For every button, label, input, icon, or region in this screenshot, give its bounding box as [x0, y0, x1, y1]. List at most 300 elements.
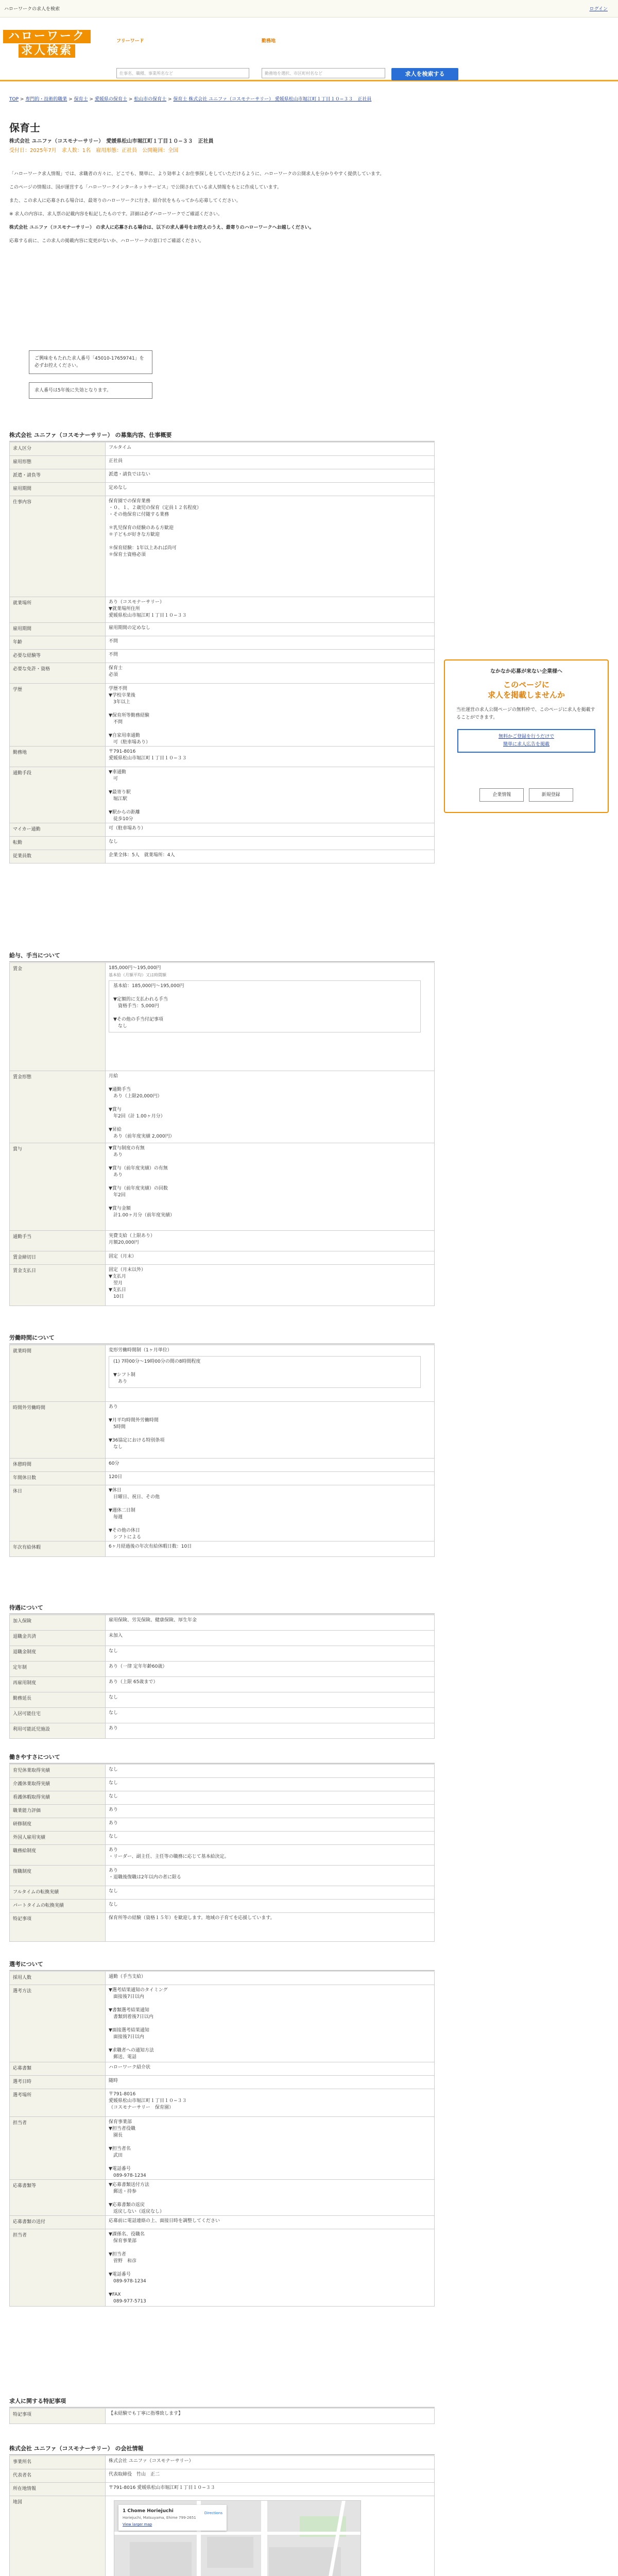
breadcrumb-item[interactable]: TOP — [9, 97, 19, 102]
row-value-text: 固定（月末以外） ▼支払月 翌月 ▼支払日 10日 — [109, 1267, 146, 1299]
overview-row — [10, 850, 435, 863]
row-value — [106, 1231, 435, 1251]
row-value-text: 固定（月末） — [109, 1254, 137, 1259]
row-value-text: 保育士 必須 — [109, 666, 123, 677]
row-label: 賃金 — [10, 963, 106, 1071]
row-value — [106, 597, 435, 623]
row-value-text: ▼車通勤 可 ▼最寄り駅 堀江駅 ▼駅からの距離 徒歩10分 — [109, 770, 140, 822]
overview-row — [10, 636, 435, 650]
row-value-text: 保育園での保育業務 ・０、１、２歳児の保育（定員１２名程度） ・その他保育に付随する業務 ＊乳児保育の経験のある方歓迎 ＊子どもが好きな方歓迎 ＊保育経験：1年以上あれば尚可 ＊保育士資格必須 — [109, 499, 202, 557]
hours-row — [10, 1485, 435, 1541]
row-value — [106, 850, 435, 863]
selection-table — [9, 1971, 435, 2307]
row-label: 職務給制度 — [10, 1845, 106, 1866]
row-value-text: なし — [109, 1834, 118, 1839]
row-value — [106, 2496, 435, 2576]
row-value — [106, 1818, 435, 1832]
section-title-benefits: 待遇について — [9, 1603, 435, 1614]
row-label: 介護休業取得実績 — [10, 1778, 106, 1791]
salary-row — [10, 1231, 435, 1251]
page-title: 保育士 — [9, 122, 40, 134]
row-value — [106, 636, 435, 650]
top-bar — [0, 0, 618, 18]
row-value-text: 実費支給（上限あり） 月額20,000円 — [109, 1233, 156, 1245]
row-label: 応募書類 — [10, 2062, 106, 2076]
row-label: 採用人数 — [10, 1972, 106, 1985]
row-label: 事業所名 — [10, 2456, 106, 2469]
row-label: 勤務延長 — [10, 1692, 106, 1708]
row-label: 退職金制度 — [10, 1646, 106, 1662]
row-label: 外国人雇用実績 — [10, 1832, 106, 1845]
row-value-text: フルタイム — [109, 445, 132, 450]
row-value — [106, 663, 435, 684]
row-value-text: あり（上限 65歳まで） — [109, 1680, 158, 1685]
row-label: 所在地情報 — [10, 2483, 106, 2496]
row-value-text: なし — [109, 1767, 118, 1772]
benefits-row — [10, 1662, 435, 1677]
hours-row — [10, 1345, 435, 1402]
row-value — [106, 496, 435, 597]
row-value — [106, 1692, 435, 1708]
row-value-text: なし — [109, 1710, 118, 1716]
row-label: 就業場所 — [10, 597, 106, 623]
row-value — [106, 1472, 435, 1485]
company-row — [10, 2456, 435, 2469]
row-value-text: 変形労働時間制（1ヶ月単位） — [109, 1348, 172, 1353]
workstyle-row — [10, 1900, 435, 1913]
row-value — [106, 2076, 435, 2089]
row-value-text: あり（一律 定年年齢60歳） — [109, 1664, 167, 1669]
row-label: 雇用期間 — [10, 483, 106, 496]
overview-row — [10, 469, 435, 483]
company-row — [10, 2469, 435, 2483]
breadcrumb: TOP > 専門的・技術的職業 > 保育士 > 愛媛県の保育士 > 松山市の保育士 > 保育士 株式会社 ユニファ（コスモナーサリー） 愛媛県松山市堀江町１丁目１０−３３ 正社員 — [9, 97, 372, 102]
intro-paragraph: 株式会社 ユニファ（コスモナーサリー） の求人に応募される場合は、以下の求人番号をお控えのうえ、最寄りのハローワークへお越しください。 — [9, 225, 314, 230]
row-value-text: なし — [109, 839, 118, 844]
promo-link-1[interactable]: 無料かご登録を行うだけで — [498, 734, 554, 739]
row-label: 休日 — [10, 1485, 106, 1541]
section-title-remarks: 求人に関する特記事項 — [9, 2397, 435, 2408]
row-value-text: 学歴不問 ▼学校卒業後 3年以上 ▼保育所等勤務経験 不問 ▼自家用車通勤 可（駐車場あり） — [109, 686, 151, 745]
site-logo[interactable] — [3, 30, 91, 58]
freeword-label: フリーワード — [116, 39, 144, 44]
company-row — [10, 2496, 435, 2576]
row-value — [106, 823, 435, 837]
row-label: 賃金形態 — [10, 1071, 106, 1143]
row-value-text: 企業全体：5人 就業場所：4人 — [109, 853, 175, 858]
row-value-note: 基本給（月額平均）又は時間額 — [109, 973, 166, 977]
row-value-text: あり — [109, 1726, 118, 1731]
job-meta: 受付日：2025年7月 求人数：1名 雇用形態：正社員 公開範囲：全国 — [9, 148, 179, 154]
overview-row — [10, 483, 435, 496]
sidebar-promo — [444, 659, 609, 813]
overview-row — [10, 456, 435, 469]
selection-row — [10, 1972, 435, 1985]
row-label: 年齢 — [10, 636, 106, 650]
location-label: 勤務地 — [262, 39, 276, 44]
row-value — [106, 456, 435, 469]
benefits-row — [10, 1723, 435, 1739]
job-subtitle: 株式会社 ユニファ（コスモナーサリー） 愛媛県松山市堀江町１丁目１０−３３ 正社員 — [9, 139, 214, 144]
row-value-text: あり ・リーダー、副主任、主任等の職務に応じて基本給決定。 — [109, 1848, 229, 1859]
benefits-table — [9, 1615, 435, 1739]
row-value-text: 雇用保険、労災保険、健康保険、厚生年金 — [109, 1618, 197, 1623]
row-value-text: 代表取締役 竹山 正二 — [109, 2472, 160, 2477]
row-value — [106, 1985, 435, 2062]
section-title-selection: 選考について — [9, 1960, 435, 1971]
intro-paragraph: また、この求人に応募される場合は、最寄りのハローワークに行き、紹介状をもらってから応募してください。 — [9, 198, 241, 204]
row-label: 選考場所 — [10, 2089, 106, 2117]
row-label: 入居可能住宅 — [10, 1708, 106, 1723]
remarks-table — [9, 2408, 435, 2424]
row-value-text: なし — [109, 1902, 118, 1907]
breadcrumb-item[interactable]: 保育士 — [74, 97, 88, 102]
promo-text: 当社運営の求人公開ページの無料枠で、このページに求人を掲載することができます。 — [456, 707, 595, 720]
register-button[interactable]: 新規登録 — [529, 788, 573, 802]
row-label: 雇用期間 — [10, 623, 106, 636]
row-label: 担当者 — [10, 2229, 106, 2307]
row-label: 特記事項 — [10, 1913, 106, 1942]
row-label: 選考方法 — [10, 1985, 106, 2062]
detail-box-text: (1) 7時00分〜19時00分の間の8時間程度 ▼シフト制 あり — [113, 1359, 201, 1384]
row-value — [106, 443, 435, 456]
row-value — [106, 1886, 435, 1900]
selection-row — [10, 2062, 435, 2076]
promo-title-2: 求人を掲載しませんか — [487, 690, 565, 700]
row-value — [106, 1805, 435, 1818]
row-value — [106, 2180, 435, 2216]
workstyle-row — [10, 1791, 435, 1805]
workstyle-row — [10, 1866, 435, 1886]
row-label: 年間休日数 — [10, 1472, 106, 1485]
detail-box — [109, 1356, 421, 1388]
overview-table — [9, 442, 435, 863]
row-value-text: 185,000円〜195,000円 — [109, 965, 161, 971]
selection-row — [10, 2117, 435, 2180]
freeword-input[interactable]: 仕事名、職種、事業所名など — [116, 68, 249, 78]
overview-row — [10, 443, 435, 456]
benefits-row — [10, 1708, 435, 1723]
salary-row — [10, 963, 435, 1071]
section-title-salary: 給与、手当について — [9, 951, 435, 962]
map-directions-link[interactable]: Directions — [204, 2511, 222, 2515]
row-label: 従業員数 — [10, 850, 106, 863]
breadcrumb-item[interactable]: 保育士 株式会社 ユニファ（コスモナーサリー） 愛媛県松山市堀江町１丁目１０−３３ 正社員 — [173, 97, 372, 102]
promo-title-1: このページに — [503, 680, 550, 689]
overview-row — [10, 837, 435, 850]
overview-row — [10, 663, 435, 684]
logo-line2: 求人検索 — [19, 44, 75, 58]
row-label: 賃金締切日 — [10, 1251, 106, 1265]
row-label: 賞与 — [10, 1143, 106, 1231]
workstyle-row — [10, 1913, 435, 1942]
row-value — [106, 1778, 435, 1791]
remarks-row — [10, 2409, 435, 2424]
row-value-text: 通勤（手当支給） — [109, 1974, 146, 1979]
salary-row — [10, 1143, 435, 1231]
row-value — [106, 1459, 435, 1472]
row-label: 通勤手段 — [10, 767, 106, 823]
workstyle-row — [10, 1832, 435, 1845]
job-title-area — [9, 120, 435, 154]
row-value-text: 〒791-8016 愛媛県松山市堀江町１丁目１０−３３ — [109, 749, 187, 761]
salary-row — [10, 1265, 435, 1306]
row-value — [106, 1541, 435, 1557]
row-label: 退職金共済 — [10, 1631, 106, 1646]
section-title-hours: 労働時間について — [9, 1333, 435, 1344]
detail-box-text: 基本給：185,000円〜195,000円 ▼定額的に支払われる手当 資格手当：5,000円 ▼その他の手当付記事項 なし — [113, 984, 184, 1029]
row-value-text: 不問 — [109, 639, 118, 644]
overview-row — [10, 684, 435, 747]
benefits-row — [10, 1615, 435, 1631]
row-value — [106, 1723, 435, 1739]
breadcrumb-item[interactable]: 松山市の保育士 — [134, 97, 167, 102]
search-button[interactable]: 求人を検索する — [391, 68, 458, 80]
row-label: 応募書類等 — [10, 2180, 106, 2216]
row-value — [106, 963, 435, 1071]
row-label: 看護休暇取得実績 — [10, 1791, 106, 1805]
row-label: 育児休業取得実績 — [10, 1765, 106, 1778]
row-value — [106, 1615, 435, 1631]
company-map[interactable] — [114, 2500, 361, 2576]
row-value-text: 〒791-8016 愛媛県松山市堀江町１丁目１０−３３ （コスモナーサリー 保育園） — [109, 2092, 187, 2110]
row-label: 年次有給休暇 — [10, 1541, 106, 1557]
row-value — [106, 1345, 435, 1402]
row-value — [106, 2117, 435, 2180]
row-value — [106, 483, 435, 496]
row-value — [106, 684, 435, 747]
row-value — [106, 1765, 435, 1778]
overview-row — [10, 650, 435, 663]
row-value-text: なし — [109, 1649, 118, 1654]
row-value — [106, 623, 435, 636]
intro-paragraph: 応募する前に、この求人の掲載内容に変更がないか、ハローワークの窓口でご確認ください。 — [9, 239, 204, 244]
row-value-text: あり — [109, 1821, 118, 1826]
row-value-text: あり（コスモナーサリー） ▼就業場所住所 愛媛県松山市堀江町１丁目１０−３３ — [109, 600, 187, 618]
row-value-text: 随時 — [109, 2078, 118, 2083]
row-label: 研修制度 — [10, 1818, 106, 1832]
row-label: 再雇用制度 — [10, 1677, 106, 1692]
row-value-text: ▼選考結果通知のタイミング 面接後7日以内 ▼書類選考結果通知 書類到着後7日以内 ▼面接選考結果通知 面接後7日以内 ▼求職者への通知方法 郵送、電話 — [109, 1988, 168, 2060]
selection-row — [10, 1985, 435, 2062]
overview-row — [10, 747, 435, 767]
row-value — [106, 2456, 435, 2469]
selection-row — [10, 2229, 435, 2307]
selection-row — [10, 2216, 435, 2229]
row-value-text: 定めなし — [109, 485, 128, 490]
site-header — [0, 18, 618, 81]
row-value — [106, 767, 435, 823]
row-value-text: 120日 — [109, 1475, 123, 1480]
row-value — [106, 1265, 435, 1306]
overview-row — [10, 496, 435, 597]
promo-link-2[interactable]: 簡単に求人広告を掲載 — [503, 742, 550, 747]
row-label: 必要な経験等 — [10, 650, 106, 663]
row-value — [106, 2216, 435, 2229]
row-label: 就業時間 — [10, 1345, 106, 1402]
row-value — [106, 650, 435, 663]
row-value — [106, 1646, 435, 1662]
map-place-card — [118, 2505, 227, 2531]
overview-row — [10, 623, 435, 636]
row-value-text: 60分 — [109, 1461, 119, 1466]
row-label: パートタイムの転換実績 — [10, 1900, 106, 1913]
row-value — [106, 469, 435, 483]
row-label: 代表者名 — [10, 2469, 106, 2483]
row-value-text: あり — [109, 1807, 118, 1812]
row-label: マイカー通勤 — [10, 823, 106, 837]
row-value — [106, 1677, 435, 1692]
intro-paragraph: 「ハローワーク求人情報」では、求職者の方々に、どこでも、簡単に、より効率よくお仕事探しをしていただけるように、ハローワークの公開求人を分かりやすく提供しています。 — [9, 172, 385, 177]
row-value — [106, 1143, 435, 1231]
row-label: 雇用形態 — [10, 456, 106, 469]
company-row — [10, 2483, 435, 2496]
row-label: 求人区分 — [10, 443, 106, 456]
salary-table — [9, 962, 435, 1306]
row-value — [106, 1900, 435, 1913]
row-value-text: 株式会社 ユニファ（コスモナーサリー） — [109, 2459, 194, 2464]
row-value-text: 保育事業部 ▼担当者役職 園長 ▼担当者名 武田 ▼電話番号 089-978-1234 — [109, 2120, 146, 2178]
benefits-row — [10, 1631, 435, 1646]
top-bar-title: ハローワークの求人を検索 — [4, 7, 60, 12]
workstyle-row — [10, 1818, 435, 1832]
hours-row — [10, 1402, 435, 1459]
row-value — [106, 1845, 435, 1866]
login-link[interactable]: ログイン — [589, 7, 608, 12]
map-view-larger-link[interactable]: View larger map — [123, 2522, 152, 2527]
row-value-text: 雇用期間の定めなし — [109, 625, 151, 631]
expiry-notice: 求人番号は5年後に失効となります。 — [29, 382, 152, 399]
intro-paragraph: このページの情報は、国が運営する「ハローワークインターネットサービス」で公開されている求人情報をもとに作成しています。 — [9, 185, 282, 190]
hours-row — [10, 1541, 435, 1557]
row-label: 派遣・請負等 — [10, 469, 106, 483]
row-value-text: 可（駐車場あり） — [109, 826, 146, 831]
row-label: 加入保険 — [10, 1615, 106, 1631]
row-value-text: なし — [109, 1794, 118, 1799]
location-input[interactable]: 勤務地を選択、市区町村名など — [262, 68, 385, 78]
row-value — [106, 1662, 435, 1677]
row-value — [106, 1071, 435, 1143]
row-label: 休憩時間 — [10, 1459, 106, 1472]
row-value-text: ▼賞与制度の有無 あり ▼賞与（前年度実績）の有無 あり ▼賞与（前年度実績）の回数 年2回 ▼賞与金額 計1.00ヶ月分（前年度実績） — [109, 1146, 175, 1218]
row-value-text: 【未経験でも丁寧に指導致します】 — [109, 2411, 183, 2416]
row-label: 特記事項 — [10, 2409, 106, 2424]
row-value-text: ▼応募書類送付方法 郵送・持参 ▼応募書類の返戻 返戻しない（返戻なし） — [109, 2182, 165, 2214]
section-title-workstyle: 働きやすさについて — [9, 1753, 435, 1764]
row-value-text: 未加入 — [109, 1633, 123, 1638]
row-value-text: なし — [109, 1889, 118, 1894]
row-label: 転勤 — [10, 837, 106, 850]
benefits-row — [10, 1646, 435, 1662]
salary-row — [10, 1071, 435, 1143]
row-value — [106, 1402, 435, 1459]
row-label: 選考日時 — [10, 2076, 106, 2089]
row-label: 地図 — [10, 2496, 106, 2576]
row-label: 勤務地 — [10, 747, 106, 767]
row-value-text: あり ▼月平均時間外労働時間 5時間 ▼36協定における特別条項 なし — [109, 1404, 165, 1450]
hours-row — [10, 1459, 435, 1472]
promo-heading: なかなか応募が来ない企業様へ — [490, 669, 562, 674]
section-title-company: 株式会社 ユニファ（コスモナーサリー） の会社情報 — [9, 2444, 435, 2455]
row-value-text: なし — [109, 1781, 118, 1786]
row-value — [106, 2483, 435, 2496]
selection-row — [10, 2089, 435, 2117]
breadcrumb-item[interactable]: 愛媛県の保育士 — [94, 97, 127, 102]
row-label: 時間外労働時間 — [10, 1402, 106, 1459]
intro-text — [9, 170, 435, 250]
row-value — [106, 2469, 435, 2483]
row-label: フルタイムの転換実績 — [10, 1886, 106, 1900]
section-title-overview: 株式会社 ユニファ（コスモナーサリー） の募集内容、仕事概要 — [9, 431, 435, 442]
row-label: 利用可能託児施設 — [10, 1723, 106, 1739]
row-value-text: ▼課係名、役職名 保育事業部 ▼担当者 菅野 和彦 ▼電話番号 089-978-1234 ▼FAX 089-977-5713 — [109, 2232, 146, 2304]
row-label: 職業能力評価 — [10, 1805, 106, 1818]
row-value-text: 正社員 — [109, 459, 123, 464]
row-value-text: 派遣・請負ではない — [109, 472, 151, 477]
hours-row — [10, 1472, 435, 1485]
row-value-text: なし — [109, 1695, 118, 1700]
row-label: 復職制度 — [10, 1866, 106, 1886]
overview-row — [10, 823, 435, 837]
benefits-row — [10, 1692, 435, 1708]
row-label: 応募書類の送付 — [10, 2216, 106, 2229]
overview-row — [10, 597, 435, 623]
row-value-text: 月給 ▼通勤手当 あり（上限20,000円） ▼賞与 年2回（計 1.00ヶ月分） ▼昇給 あり（前年度実績 2,000円） — [109, 1074, 175, 1139]
map-place-name: 1 Chome Horiejuchi — [123, 2509, 174, 2514]
row-value — [106, 2229, 435, 2307]
row-value-text: 応募前に電話連絡の上、面接日時を調整してください — [109, 2218, 220, 2224]
row-value — [106, 1913, 435, 1942]
row-label: 学歴 — [10, 684, 106, 747]
row-value — [106, 2089, 435, 2117]
row-value — [106, 1791, 435, 1805]
row-label: 担当者 — [10, 2117, 106, 2180]
workstyle-table — [9, 1764, 435, 1942]
salary-row — [10, 1251, 435, 1265]
workstyle-row — [10, 1886, 435, 1900]
company-table — [9, 2455, 435, 2576]
row-label: 必要な免許・資格 — [10, 663, 106, 684]
workstyle-row — [10, 1765, 435, 1778]
row-value — [106, 2062, 435, 2076]
workstyle-row — [10, 1845, 435, 1866]
row-value-text: ハローワーク紹介状 — [109, 2065, 151, 2070]
selection-row — [10, 2076, 435, 2089]
row-label: 賃金支払日 — [10, 1265, 106, 1306]
logo-line1: ハローワーク — [3, 30, 91, 43]
row-value-text: 〒791-8016 愛媛県松山市堀江町１丁目１０−３３ — [109, 2485, 215, 2490]
detail-box — [109, 980, 421, 1032]
intro-paragraph: ※ 求人の内容は、求人票の記載内容を転記したものです。詳細は必ずハローワークでご確認ください。 — [9, 212, 222, 217]
row-value — [106, 1708, 435, 1723]
row-value — [106, 2409, 435, 2424]
hours-table — [9, 1345, 435, 1557]
row-value — [106, 1832, 435, 1845]
company-info-button[interactable]: 企業情報 — [479, 788, 524, 802]
row-label: 仕事内容 — [10, 496, 106, 597]
map-place-address: Horiejuchi, Matsuyama, Ehime 799-2651 — [123, 2516, 196, 2520]
breadcrumb-item[interactable]: 専門的・技術的職業 — [25, 97, 67, 102]
row-label: 通勤手当 — [10, 1231, 106, 1251]
row-value-text: 6ヶ月経過後の年次有給休暇日数：10日 — [109, 1544, 192, 1549]
overview-row — [10, 767, 435, 823]
promo-link-box[interactable] — [457, 729, 595, 753]
row-value-text: あり ・退職後復職は2年以内の者に限る — [109, 1868, 181, 1880]
row-label: 定年制 — [10, 1662, 106, 1677]
row-value — [106, 1485, 435, 1541]
workstyle-row — [10, 1778, 435, 1791]
row-value — [106, 1251, 435, 1265]
